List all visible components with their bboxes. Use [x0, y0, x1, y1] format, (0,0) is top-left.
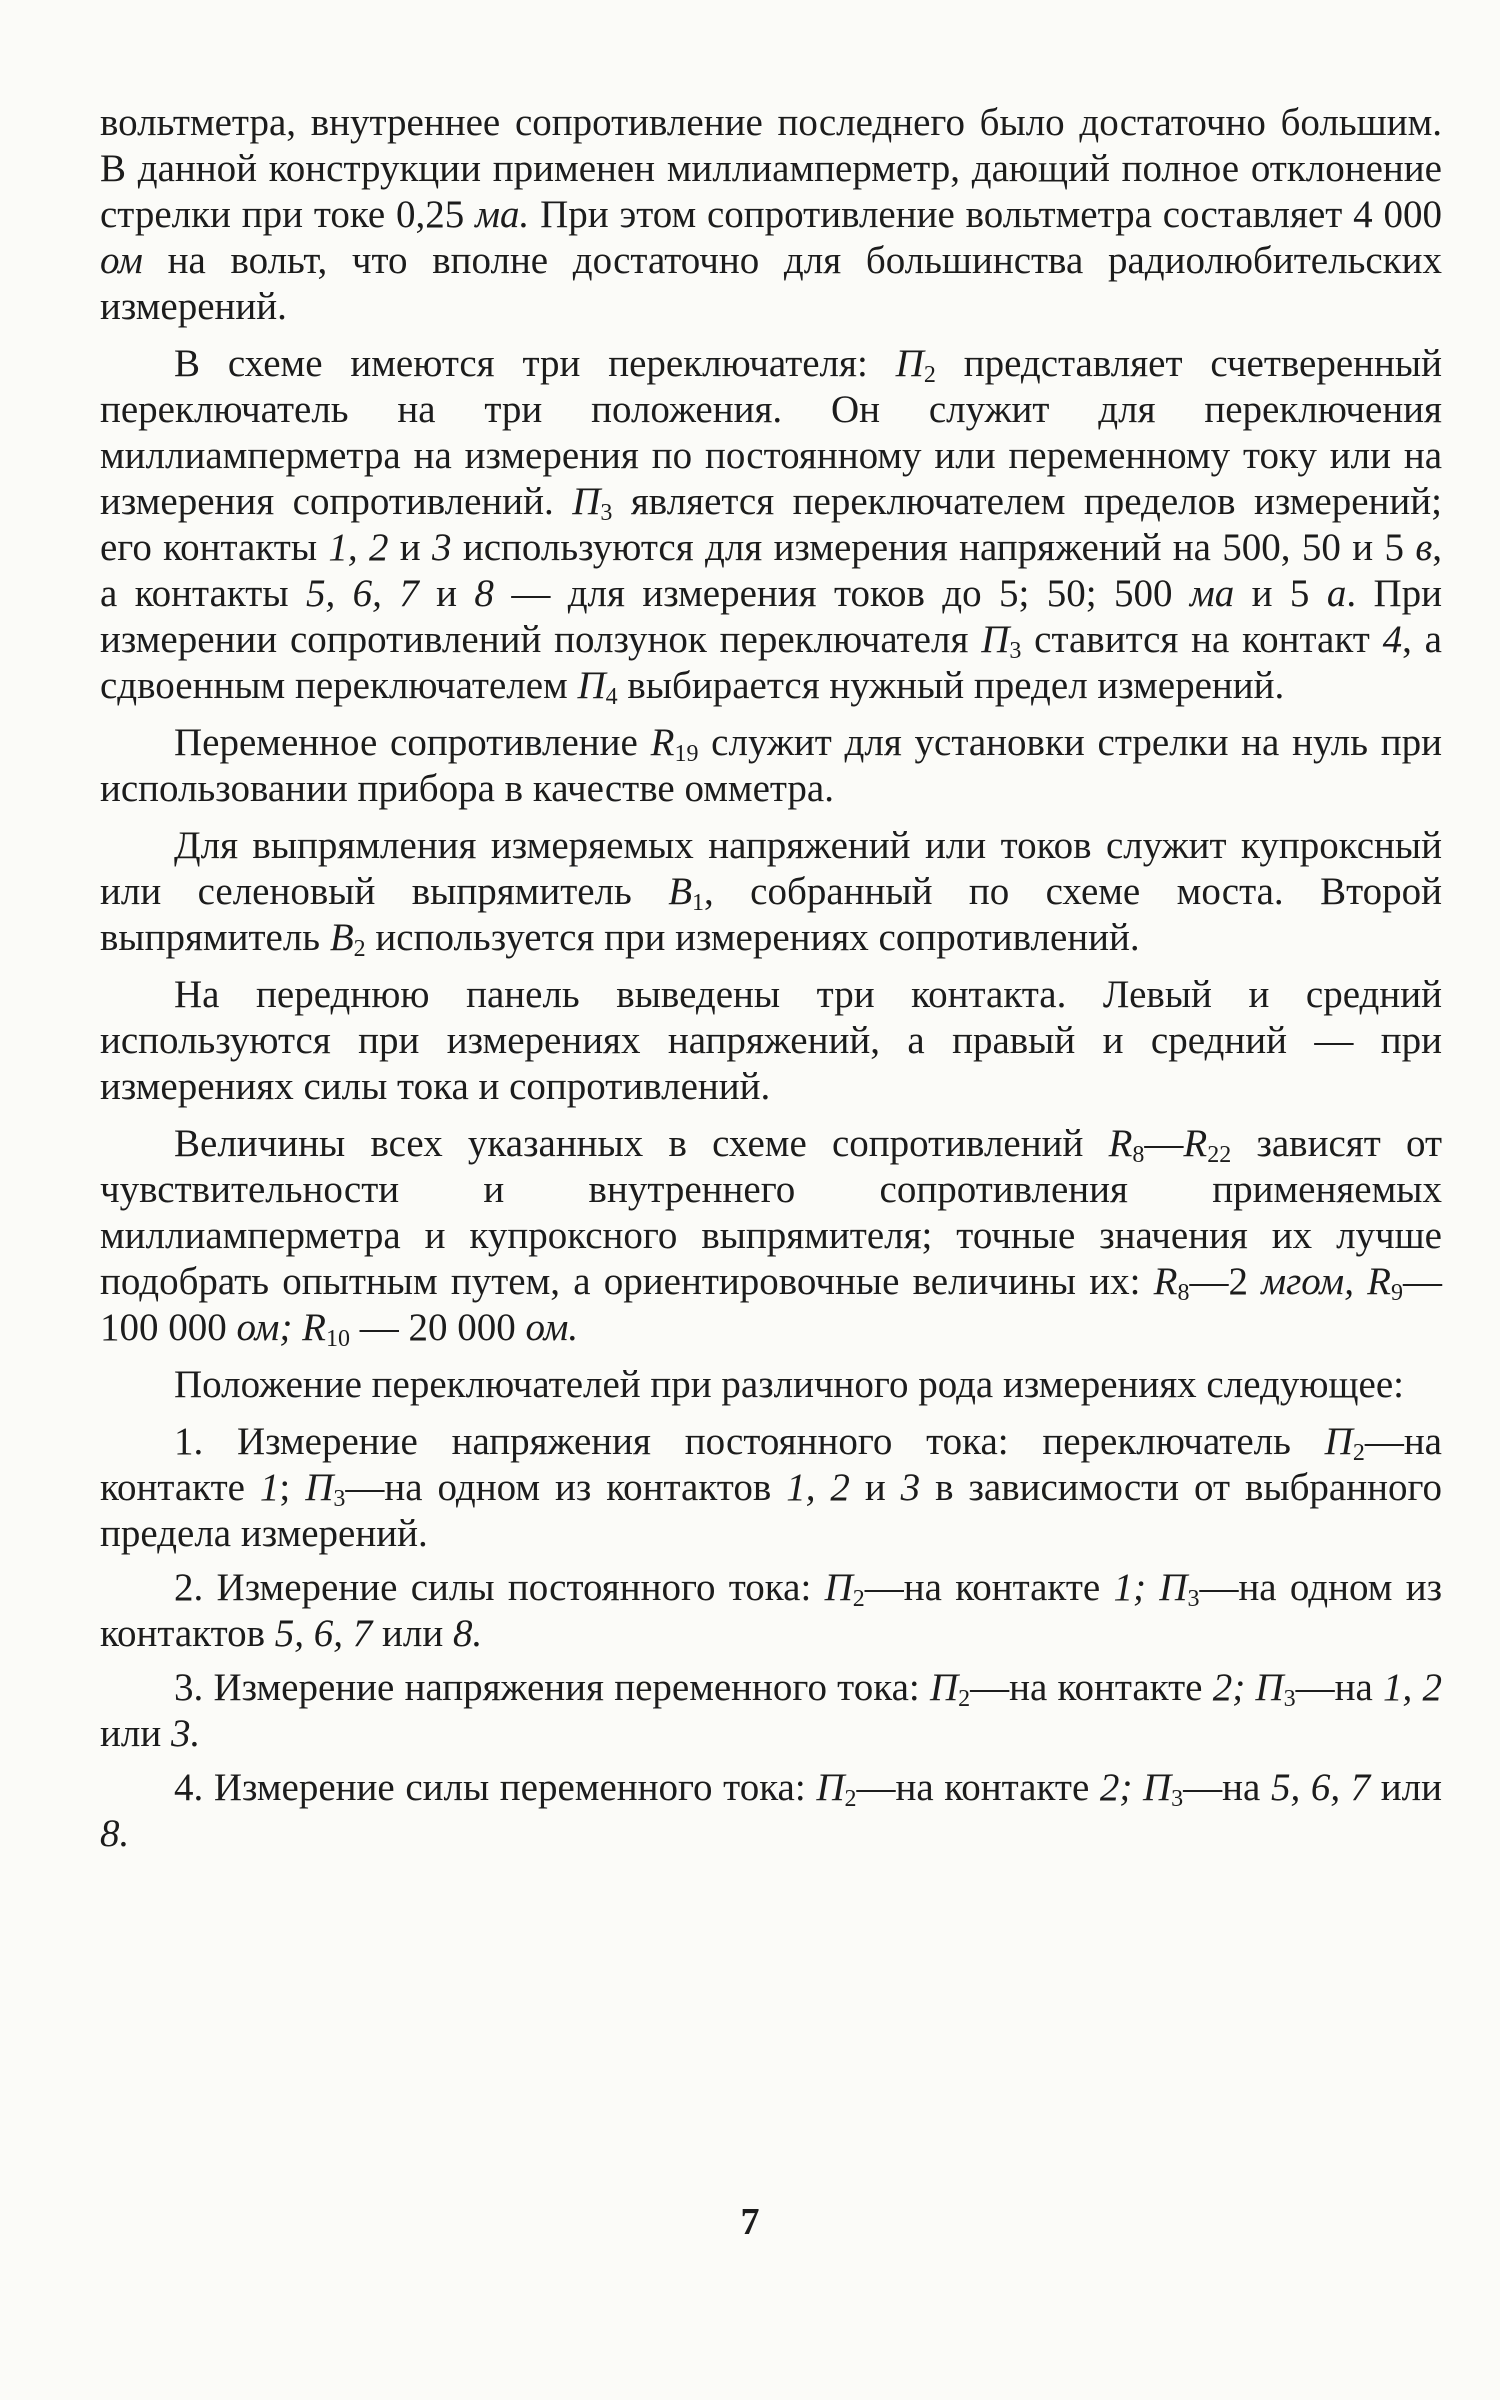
list-item: 4. Измерение силы переменного тока: $П_2—на$ контакте 2; $П_3—на$ 5, 6, 7 или 8.: [100, 1766, 1443, 1855]
paragraph: вольтметра, внутреннее сопротивление последнего было достаточно большим. В данной конструкции применен миллиамперметр, дающий полное отклонение стрелки при токе 0,25 ма. При этом сопротивление вольтметра составляет 4 000 ом на вольт, что вполне достаточно для большинства радиолюбительских измерений.: [100, 101, 1442, 328]
paragraph: Положение переключателей при различного рода измерениях следующее:: [174, 1363, 1404, 1406]
list-item: 1. Измерение напряжения постоянного тока: переключатель $П_2—на$ контакте 1; $П_3—на$ одном из контактов 1, 2 и 3 в зависимости от выбранного предела измерений.: [100, 1420, 1442, 1555]
page-number: 7: [740, 2201, 760, 2243]
paragraph: В схеме имеются три переключателя: $П_2$ представляет счетверенный переключатель на три положения. Он служит для переключения миллиамперметра на измерения по постоянному или переменному току или на измерения сопротивлений. $П_3$ является переключателем пределов измерений; его контакты 1, 2 и 3 используются для измерения напряжений на 500, 50 и 5 в, а контакты 5, 6, 7 и 8 — для измерения токов до 5; 50; 500 ма и 5 а. При измерении сопротивлений ползунок переключателя $П_3$ ставится на контакт 4, а сдвоенным переключателем $П_4$ выбирается нужный предел измерений.: [100, 342, 1442, 710]
paragraph: Для выпрямления измеряемых напряжений или токов служит купроксный или селеновый выпрямитель $B_1$, собранный по схеме моста. Второй выпрямитель $B_2$ используется при измерениях сопротивлений.: [100, 824, 1442, 962]
page-body: [100, 100, 1442, 1865]
list-item: 2. Измерение силы постоянного тока: $П_2—на$ контакте 1; $П_3—на$ одном из контактов 5, 6, 7 или 8.: [100, 1566, 1442, 1655]
paragraph: Величины всех указанных в схеме сопротивлений $R_8—R_{22}$ зависят от чувствительности и внутреннего сопротивления применяемых миллиамперметра и купроксного выпрямителя; точные значения их лучше подобрать опытным путем, а ориентировочные величины их: $R_8—2$ мгом, $R_9—100$ 000 ом; $R_{10}$ — 20 000 ом.: [100, 1122, 1443, 1352]
paragraph: На переднюю панель выведены три контакта. Левый и средний используются при измерениях напряжений, а правый и средний — при измерениях силы тока и сопротивлений.: [100, 973, 1442, 1108]
list-item: 3. Измерение напряжения переменного тока: $П_2—на$ контакте 2; $П_3—на$ 1, 2 или 3.: [100, 1666, 1443, 1755]
paragraph: Переменное сопротивление $R_{19}$ служит для установки стрелки на нуль при использовании прибора в качестве омметра.: [100, 721, 1443, 810]
